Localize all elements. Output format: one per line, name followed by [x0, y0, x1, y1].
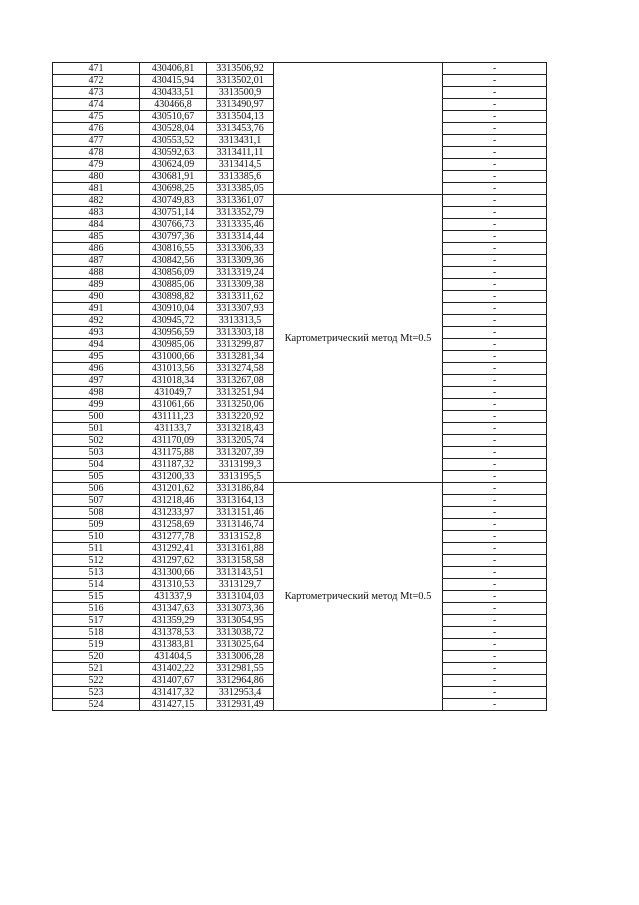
point-number-cell: 502: [53, 435, 140, 447]
table-row: [53, 483, 547, 495]
table-row: [53, 195, 547, 207]
point-number-cell: 511: [53, 543, 140, 555]
y-coordinate-cell: 3313104,03: [207, 591, 274, 603]
x-coordinate-cell: 431018,34: [140, 375, 207, 387]
y-coordinate-cell: 3313199,3: [207, 459, 274, 471]
y-coordinate-cell: 3313504,13: [207, 111, 274, 123]
point-number-cell: 513: [53, 567, 140, 579]
point-number-cell: 504: [53, 459, 140, 471]
x-coordinate-cell: 430842,56: [140, 255, 207, 267]
point-number-cell: 474: [53, 99, 140, 111]
y-coordinate-cell: 3313311,62: [207, 291, 274, 303]
point-number-cell: 488: [53, 267, 140, 279]
y-coordinate-cell: 3313309,36: [207, 255, 274, 267]
y-coordinate-cell: 3313335,46: [207, 219, 274, 231]
y-coordinate-cell: 3313143,51: [207, 567, 274, 579]
accuracy-cell: -: [443, 495, 547, 507]
x-coordinate-cell: 431061,66: [140, 399, 207, 411]
x-coordinate-cell: 430433,51: [140, 87, 207, 99]
point-number-cell: 485: [53, 231, 140, 243]
table-row: [53, 63, 547, 75]
accuracy-cell: -: [443, 351, 547, 363]
x-coordinate-cell: 430985,06: [140, 339, 207, 351]
accuracy-cell: -: [443, 531, 547, 543]
y-coordinate-cell: 3313038,72: [207, 627, 274, 639]
y-coordinate-cell: 3313218,43: [207, 423, 274, 435]
y-coordinate-cell: 3313414,5: [207, 159, 274, 171]
y-coordinate-cell: 3313502,01: [207, 75, 274, 87]
x-coordinate-cell: 431200,33: [140, 471, 207, 483]
x-coordinate-cell: 431378,53: [140, 627, 207, 639]
x-coordinate-cell: 430945,72: [140, 315, 207, 327]
accuracy-cell: -: [443, 159, 547, 171]
y-coordinate-cell: 3313307,93: [207, 303, 274, 315]
x-coordinate-cell: 430592,63: [140, 147, 207, 159]
accuracy-cell: -: [443, 147, 547, 159]
accuracy-cell: -: [443, 591, 547, 603]
x-coordinate-cell: 430910,04: [140, 303, 207, 315]
point-number-cell: 507: [53, 495, 140, 507]
y-coordinate-cell: 3313281,34: [207, 351, 274, 363]
x-coordinate-cell: 430885,06: [140, 279, 207, 291]
x-coordinate-cell: 431000,66: [140, 351, 207, 363]
point-number-cell: 506: [53, 483, 140, 495]
y-coordinate-cell: 3313152,8: [207, 531, 274, 543]
y-coordinate-cell: 3313431,1: [207, 135, 274, 147]
x-coordinate-cell: 430553,52: [140, 135, 207, 147]
x-coordinate-cell: 431402,22: [140, 663, 207, 675]
y-coordinate-cell: 3313453,76: [207, 123, 274, 135]
y-coordinate-cell: 3313161,88: [207, 543, 274, 555]
x-coordinate-cell: 431292,41: [140, 543, 207, 555]
point-number-cell: 518: [53, 627, 140, 639]
y-coordinate-cell: 3312931,49: [207, 699, 274, 711]
accuracy-cell: -: [443, 471, 547, 483]
y-coordinate-cell: 3312964,86: [207, 675, 274, 687]
point-number-cell: 505: [53, 471, 140, 483]
x-coordinate-cell: 430816,55: [140, 243, 207, 255]
accuracy-cell: -: [443, 507, 547, 519]
y-coordinate-cell: 3313314,44: [207, 231, 274, 243]
accuracy-cell: -: [443, 603, 547, 615]
point-number-cell: 476: [53, 123, 140, 135]
point-number-cell: 489: [53, 279, 140, 291]
accuracy-cell: -: [443, 411, 547, 423]
point-number-cell: 484: [53, 219, 140, 231]
x-coordinate-cell: 431187,32: [140, 459, 207, 471]
accuracy-cell: -: [443, 207, 547, 219]
x-coordinate-cell: 430510,67: [140, 111, 207, 123]
accuracy-cell: -: [443, 615, 547, 627]
accuracy-cell: -: [443, 627, 547, 639]
y-coordinate-cell: 3313274,58: [207, 363, 274, 375]
point-number-cell: 493: [53, 327, 140, 339]
point-number-cell: 473: [53, 87, 140, 99]
y-coordinate-cell: 3313303,18: [207, 327, 274, 339]
y-coordinate-cell: 3313361,07: [207, 195, 274, 207]
x-coordinate-cell: 431347,63: [140, 603, 207, 615]
y-coordinate-cell: 3313299,87: [207, 339, 274, 351]
point-number-cell: 472: [53, 75, 140, 87]
x-coordinate-cell: 431417,32: [140, 687, 207, 699]
accuracy-cell: -: [443, 99, 547, 111]
point-number-cell: 508: [53, 507, 140, 519]
point-number-cell: 483: [53, 207, 140, 219]
y-coordinate-cell: 3313385,6: [207, 171, 274, 183]
accuracy-cell: -: [443, 339, 547, 351]
point-number-cell: 522: [53, 675, 140, 687]
method-cell: Картометрический метод Mt=0.5: [274, 483, 443, 711]
point-number-cell: 499: [53, 399, 140, 411]
accuracy-cell: -: [443, 639, 547, 651]
x-coordinate-cell: 431310,53: [140, 579, 207, 591]
point-number-cell: 492: [53, 315, 140, 327]
method-cell: [274, 63, 443, 195]
y-coordinate-cell: 3313205,74: [207, 435, 274, 447]
point-number-cell: 512: [53, 555, 140, 567]
y-coordinate-cell: 3313490,97: [207, 99, 274, 111]
x-coordinate-cell: 431013,56: [140, 363, 207, 375]
x-coordinate-cell: 430415,94: [140, 75, 207, 87]
x-coordinate-cell: 430956,59: [140, 327, 207, 339]
y-coordinate-cell: 3313251,94: [207, 387, 274, 399]
point-number-cell: 510: [53, 531, 140, 543]
x-coordinate-cell: 431404,5: [140, 651, 207, 663]
accuracy-cell: -: [443, 111, 547, 123]
point-number-cell: 494: [53, 339, 140, 351]
y-coordinate-cell: 3313352,79: [207, 207, 274, 219]
accuracy-cell: -: [443, 435, 547, 447]
y-coordinate-cell: 3313385,05: [207, 183, 274, 195]
x-coordinate-cell: 430766,73: [140, 219, 207, 231]
accuracy-cell: -: [443, 447, 547, 459]
method-cell: Картометрический метод Mt=0.5: [274, 195, 443, 483]
y-coordinate-cell: 3313073,36: [207, 603, 274, 615]
accuracy-cell: -: [443, 75, 547, 87]
point-number-cell: 478: [53, 147, 140, 159]
y-coordinate-cell: 3313306,33: [207, 243, 274, 255]
x-coordinate-cell: 430698,25: [140, 183, 207, 195]
x-coordinate-cell: 430751,14: [140, 207, 207, 219]
point-number-cell: 515: [53, 591, 140, 603]
x-coordinate-cell: 430749,83: [140, 195, 207, 207]
point-number-cell: 479: [53, 159, 140, 171]
point-number-cell: 477: [53, 135, 140, 147]
accuracy-cell: -: [443, 327, 547, 339]
x-coordinate-cell: 431427,15: [140, 699, 207, 711]
accuracy-cell: -: [443, 399, 547, 411]
y-coordinate-cell: 3312953,4: [207, 687, 274, 699]
point-number-cell: 490: [53, 291, 140, 303]
point-number-cell: 497: [53, 375, 140, 387]
x-coordinate-cell: 430797,36: [140, 231, 207, 243]
accuracy-cell: -: [443, 663, 547, 675]
point-number-cell: 481: [53, 183, 140, 195]
x-coordinate-cell: 430681,91: [140, 171, 207, 183]
x-coordinate-cell: 430406,81: [140, 63, 207, 75]
y-coordinate-cell: 3313250,06: [207, 399, 274, 411]
accuracy-cell: -: [443, 183, 547, 195]
point-number-cell: 517: [53, 615, 140, 627]
y-coordinate-cell: 3313207,39: [207, 447, 274, 459]
accuracy-cell: -: [443, 699, 547, 711]
accuracy-cell: -: [443, 291, 547, 303]
accuracy-cell: -: [443, 375, 547, 387]
accuracy-cell: -: [443, 135, 547, 147]
y-coordinate-cell: 3313267,08: [207, 375, 274, 387]
x-coordinate-cell: 430528,04: [140, 123, 207, 135]
accuracy-cell: -: [443, 123, 547, 135]
y-coordinate-cell: 3313129,7: [207, 579, 274, 591]
accuracy-cell: -: [443, 315, 547, 327]
accuracy-cell: -: [443, 543, 547, 555]
accuracy-cell: -: [443, 579, 547, 591]
accuracy-cell: -: [443, 459, 547, 471]
y-coordinate-cell: 3313195,5: [207, 471, 274, 483]
x-coordinate-cell: 431359,29: [140, 615, 207, 627]
y-coordinate-cell: 3313186,84: [207, 483, 274, 495]
point-number-cell: 503: [53, 447, 140, 459]
y-coordinate-cell: 3313500,9: [207, 87, 274, 99]
accuracy-cell: -: [443, 279, 547, 291]
x-coordinate-cell: 431258,69: [140, 519, 207, 531]
point-number-cell: 519: [53, 639, 140, 651]
accuracy-cell: -: [443, 363, 547, 375]
point-number-cell: 482: [53, 195, 140, 207]
point-number-cell: 495: [53, 351, 140, 363]
point-number-cell: 496: [53, 363, 140, 375]
accuracy-cell: -: [443, 651, 547, 663]
y-coordinate-cell: 3313151,46: [207, 507, 274, 519]
x-coordinate-cell: 431300,66: [140, 567, 207, 579]
y-coordinate-cell: 3313054,95: [207, 615, 274, 627]
point-number-cell: 500: [53, 411, 140, 423]
y-coordinate-cell: 3313411,11: [207, 147, 274, 159]
x-coordinate-cell: 430624,09: [140, 159, 207, 171]
x-coordinate-cell: 431170,09: [140, 435, 207, 447]
point-number-cell: 514: [53, 579, 140, 591]
x-coordinate-cell: 431201,62: [140, 483, 207, 495]
y-coordinate-cell: 3313313,5: [207, 315, 274, 327]
accuracy-cell: -: [443, 171, 547, 183]
point-number-cell: 521: [53, 663, 140, 675]
x-coordinate-cell: 431233,97: [140, 507, 207, 519]
y-coordinate-cell: 3313164,13: [207, 495, 274, 507]
y-coordinate-cell: 3312981,55: [207, 663, 274, 675]
x-coordinate-cell: 430856,09: [140, 267, 207, 279]
x-coordinate-cell: 430898,82: [140, 291, 207, 303]
y-coordinate-cell: 3313506,92: [207, 63, 274, 75]
accuracy-cell: -: [443, 87, 547, 99]
y-coordinate-cell: 3313146,74: [207, 519, 274, 531]
accuracy-cell: -: [443, 687, 547, 699]
y-coordinate-cell: 3313319,24: [207, 267, 274, 279]
point-number-cell: 498: [53, 387, 140, 399]
point-number-cell: 487: [53, 255, 140, 267]
accuracy-cell: -: [443, 555, 547, 567]
accuracy-cell: -: [443, 519, 547, 531]
y-coordinate-cell: 3313025,64: [207, 639, 274, 651]
point-number-cell: 471: [53, 63, 140, 75]
y-coordinate-cell: 3313309,38: [207, 279, 274, 291]
x-coordinate-cell: 431111,23: [140, 411, 207, 423]
accuracy-cell: -: [443, 675, 547, 687]
table-body: [53, 63, 547, 711]
point-number-cell: 501: [53, 423, 140, 435]
accuracy-cell: -: [443, 387, 547, 399]
point-number-cell: 520: [53, 651, 140, 663]
x-coordinate-cell: 431218,46: [140, 495, 207, 507]
accuracy-cell: -: [443, 423, 547, 435]
point-number-cell: 491: [53, 303, 140, 315]
y-coordinate-cell: 3313006,28: [207, 651, 274, 663]
y-coordinate-cell: 3313220,92: [207, 411, 274, 423]
accuracy-cell: -: [443, 243, 547, 255]
accuracy-cell: -: [443, 63, 547, 75]
x-coordinate-cell: 431049,7: [140, 387, 207, 399]
x-coordinate-cell: 431407,67: [140, 675, 207, 687]
y-coordinate-cell: 3313158,58: [207, 555, 274, 567]
point-number-cell: 480: [53, 171, 140, 183]
coordinates-table: [52, 62, 547, 711]
point-number-cell: 486: [53, 243, 140, 255]
point-number-cell: 509: [53, 519, 140, 531]
x-coordinate-cell: 431337,9: [140, 591, 207, 603]
point-number-cell: 475: [53, 111, 140, 123]
accuracy-cell: -: [443, 567, 547, 579]
x-coordinate-cell: 431277,78: [140, 531, 207, 543]
x-coordinate-cell: 431175,88: [140, 447, 207, 459]
x-coordinate-cell: 431133,7: [140, 423, 207, 435]
accuracy-cell: -: [443, 195, 547, 207]
point-number-cell: 523: [53, 687, 140, 699]
accuracy-cell: -: [443, 219, 547, 231]
accuracy-cell: -: [443, 267, 547, 279]
point-number-cell: 524: [53, 699, 140, 711]
x-coordinate-cell: 431383,81: [140, 639, 207, 651]
x-coordinate-cell: 431297,62: [140, 555, 207, 567]
accuracy-cell: -: [443, 303, 547, 315]
accuracy-cell: -: [443, 255, 547, 267]
x-coordinate-cell: 430466,8: [140, 99, 207, 111]
accuracy-cell: -: [443, 231, 547, 243]
accuracy-cell: -: [443, 483, 547, 495]
point-number-cell: 516: [53, 603, 140, 615]
